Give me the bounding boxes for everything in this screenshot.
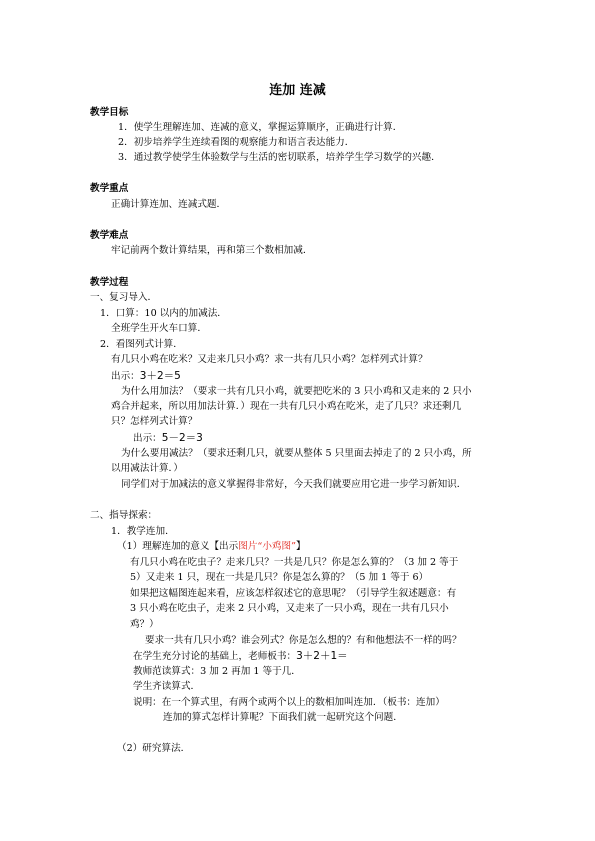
subsection-line	[117, 540, 306, 554]
show-line	[133, 431, 203, 446]
subsection-suffix: 】	[296, 541, 306, 552]
paragraph-line: 如果把这幅图连起来看，应该怎样叙述它的意思呢？（引导学生叙述题意：有	[130, 588, 457, 599]
review-heading: 一、复习导入．	[90, 292, 158, 303]
paragraph-line: 3 只小鸡在吃虫子，走来 2 只小鸡，又走来了一只小鸡，现在一共有几只小	[130, 603, 449, 614]
paragraph-line: 说明：在一个算式里，有两个或两个以上的数相加叫连加．（板书：连加）	[133, 697, 445, 708]
subsection-prefix: （1）理解连加的意义【出示	[117, 541, 239, 552]
paragraph-line: 以用减法计算．）	[111, 463, 183, 474]
paragraph-line: 学生齐读算式．	[133, 681, 201, 692]
equation: 5－2＝3	[161, 432, 203, 444]
show-line	[111, 369, 181, 384]
paragraph-line: 鸡合并起来，所以用加法计算．）现在一共有几只小鸡在吃米，走了几只？求还剩几	[111, 401, 462, 412]
difficulty-heading: 教学难点	[90, 230, 129, 241]
process-heading: 教学过程	[90, 277, 129, 288]
document-title: 连加 连减	[269, 83, 326, 98]
key-heading: 教学重点	[90, 183, 129, 194]
paragraph-line: 5）又走来 1 只，现在一共是几只？你是怎么算的？（5 加 1 等于 6）	[130, 572, 429, 583]
show-label: 出示：	[133, 433, 162, 444]
paragraph-line: 有几只小鸡在吃虫子？走来几只？一共是几只？你是怎么算的？（3 加 2 等于	[130, 557, 459, 568]
equation: 3＋2＋1＝	[296, 650, 348, 662]
review-note: 全班学生开火车口算．	[111, 323, 207, 334]
guide-heading: 二、指导探索：	[90, 510, 158, 521]
review-item: 1．口算：10 以内的加减法．	[100, 308, 227, 319]
paragraph-line: 鸡？）	[130, 619, 159, 630]
paragraph-line: 同学们对于加减法的意义掌握得非常好，今天我们就要应用它进一步学习新知识．	[121, 479, 467, 490]
board-label: 在学生充分讨论的基础上，老师板书：	[133, 651, 297, 662]
paragraph-line: 教师范读算式：3 加 2 再加 1 等于几．	[133, 666, 301, 677]
goal-item: 1．使学生理解连加、连减的意义，掌握运算顺序，正确进行计算．	[118, 122, 403, 133]
review-question: 有几只小鸡在吃米？又走来几只小鸡？求一共有几只小鸡？怎样列式计算？	[111, 354, 428, 365]
difficulty-text: 牢记前两个数计算结果，再和第三个数相加减．	[111, 245, 313, 256]
paragraph-line: 只？怎样列式计算？	[111, 416, 198, 427]
subsection-line: （2）研究算法．	[117, 743, 191, 754]
guide-item: 1．教学连加．	[111, 526, 175, 537]
paragraph-line: 要求一共有几只小鸡？谁会列式？你是怎么想的？有和他想法不一样的吗？	[145, 635, 462, 646]
goals-heading: 教学目标	[90, 107, 129, 118]
paragraph-line: 为什么要用减法？（要求还剩几只，就要从整体 5 只里面去掉走了的 2 只小鸡，所	[121, 448, 472, 459]
paragraph-line: 连加的算式怎样计算呢？下面我们就一起研究这个问题．	[163, 712, 403, 723]
equation: 3＋2＝5	[139, 370, 181, 382]
review-item: 2．看图列式计算．	[100, 339, 183, 350]
show-label: 出示：	[111, 371, 140, 382]
key-text: 正确计算连加、连减式题．	[111, 199, 227, 210]
goal-item: 3．通过教学使学生体验数学与生活的密切联系，培养学生学习数学的兴趣．	[118, 152, 441, 163]
image-reference: 图片“小鸡图”	[238, 541, 297, 552]
paragraph-line: 为什么用加法？（要求一共有几只小鸡，就要把吃米的 3 只小鸡和又走来的 2 只小	[121, 386, 472, 397]
goal-item: 2．初步培养学生连续看图的观察能力和语言表达能力．	[118, 137, 355, 148]
board-line	[133, 649, 348, 664]
